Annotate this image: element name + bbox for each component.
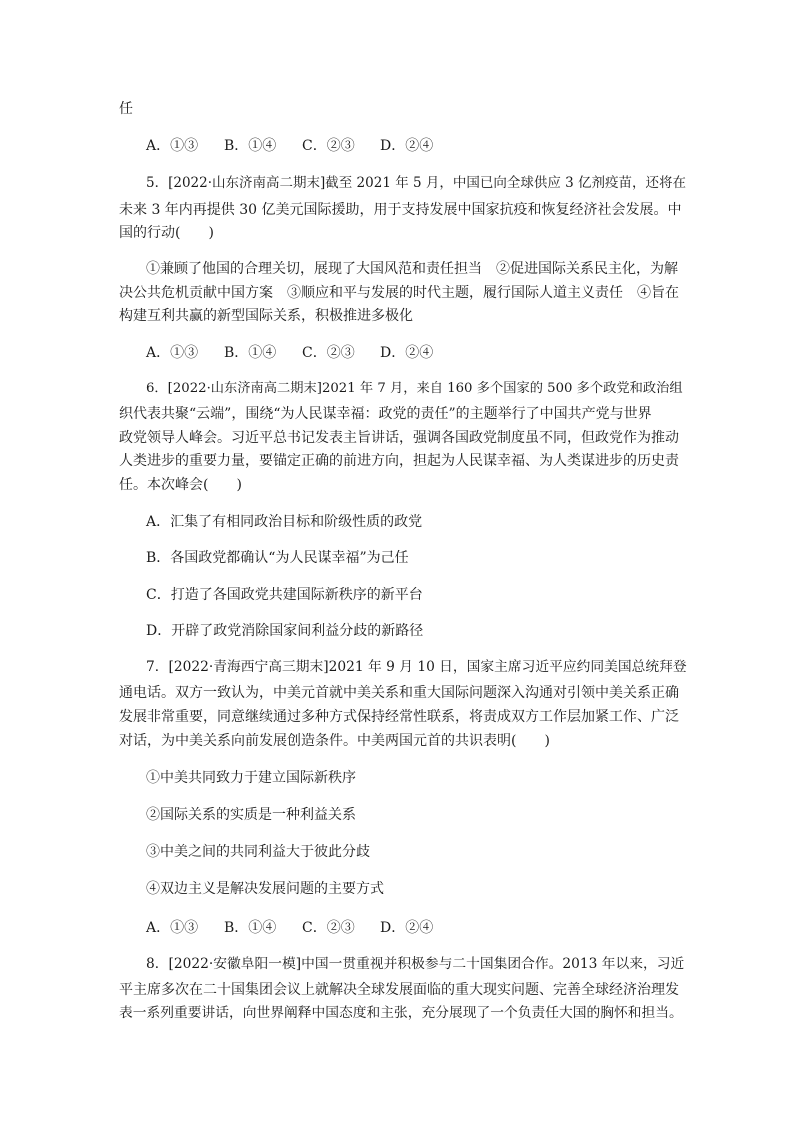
question-7-statement: ②国际关系的实质是一种利益关系: [146, 807, 356, 823]
option-d: D．②④: [380, 138, 434, 154]
question-8-stem: 平主席多次在二十国集团会议上就解决全球发展面临的重大现实问题、完善全球经济治理发: [119, 982, 679, 998]
question-7-statement: ④双边主义是解决发展问题的主要方式: [146, 881, 384, 897]
question-8-stem: 表一系列重要讲话，向世界阐释中国态度和主张，充分展现了一个负责任大国的胸怀和担当。: [119, 1005, 683, 1021]
option-b: B．①④: [224, 138, 277, 154]
option-c: C．②③: [302, 138, 355, 154]
question-7-stem: 对话，为中美关系向前发展创造条件。中美两国元首的共识表明( ): [119, 733, 550, 749]
question-6-option-c: C．打造了各国政党共建国际新秩序的新平台: [146, 587, 423, 603]
option-a: A．①③: [146, 138, 199, 154]
q4-options: [146, 136, 450, 156]
option-b: B．①④: [224, 920, 277, 936]
question-5-statement: 决公共危机贡献中国方案 ③顺应和平与发展的时代主题，履行国际人道主义责任 ④旨在: [119, 285, 679, 301]
question-7-stem: 发展非常重要，同意继续通过多种方式保持经常性联系，将责成双方工作层加紧工作、广泛: [119, 709, 679, 725]
question-6-stem: 任。本次峰会( ): [119, 477, 242, 493]
option-d: D．②④: [380, 920, 434, 936]
question-5-stem: 国的行动( ): [119, 225, 214, 241]
option-c: C．②③: [302, 920, 355, 936]
question-5-stem: 5．[2022·山东济南高二期末]截至 2021 年 5 月，中国已向全球供应 3 亿剂疫苗，还将在: [146, 175, 687, 191]
question-6-option-b: B．各国政党都确认“为人民谋幸福”为己任: [146, 550, 409, 566]
question-7-stem: 7．[2022·青海西宁高三期末]2021 年 9 月 10 日，国家主席习近平应约同美国总统拜登: [146, 659, 687, 675]
q5-options: [146, 343, 450, 363]
question-6-stem: 政党领导人峰会。习近平总书记发表主旨讲话，强调各国政党制度虽不同，但政党作为推动: [119, 430, 679, 446]
question-5-statement: ①兼顾了他国的合理关切，展现了大国风范和责任担当 ②促进国际关系民主化，为解: [146, 261, 678, 277]
question-5-statement: 构建互利共赢的新型国际关系，积极推进多极化: [119, 308, 413, 324]
question-6-stem: 人类进步的重要力量，要锚定正确的前进方向，担起为人民谋幸福、为人类谋进步的历史责: [119, 453, 679, 469]
question-6-option-d: D．开辟了政党消除国家间利益分歧的新路径: [146, 623, 424, 639]
question-8-stem: 8．[2022·安徽阜阳一模]中国一贯重视并积极参与二十国集团合作。2013 年以来，习近: [146, 956, 685, 972]
option-a: A．①③: [146, 920, 199, 936]
question-5-stem: 未来 3 年内再提供 30 亿美元国际援助，用于支持发展中国家抗疫和恢复经济社会发展。中: [119, 202, 682, 218]
option-b: B．①④: [224, 345, 277, 361]
question-7-statement: ③中美之间的共同利益大于彼此分歧: [146, 844, 370, 860]
question-7-statement: ①中美共同致力于建立国际新秩序: [146, 770, 356, 786]
q7-options: [146, 918, 450, 938]
question-6-stem: 织代表共聚“云端”，围绕“为人民谋幸福：政党的责任”的主题举行了中国共产党与世界: [119, 406, 652, 422]
text-line: 任: [119, 101, 133, 117]
question-7-stem: 通电话。双方一致认为，中美元首就中美关系和重大国际问题深入沟通对引领中美关系正确: [119, 685, 679, 701]
question-6-stem: 6．[2022·山东济南高二期末]2021 年 7 月，来自 160 多个国家的 500 多个政党和政治组: [146, 381, 683, 396]
option-d: D．②④: [380, 345, 434, 361]
question-6-option-a: A．汇集了有相同政治目标和阶级性质的政党: [146, 514, 423, 530]
option-a: A．①③: [146, 345, 199, 361]
option-c: C．②③: [302, 345, 355, 361]
